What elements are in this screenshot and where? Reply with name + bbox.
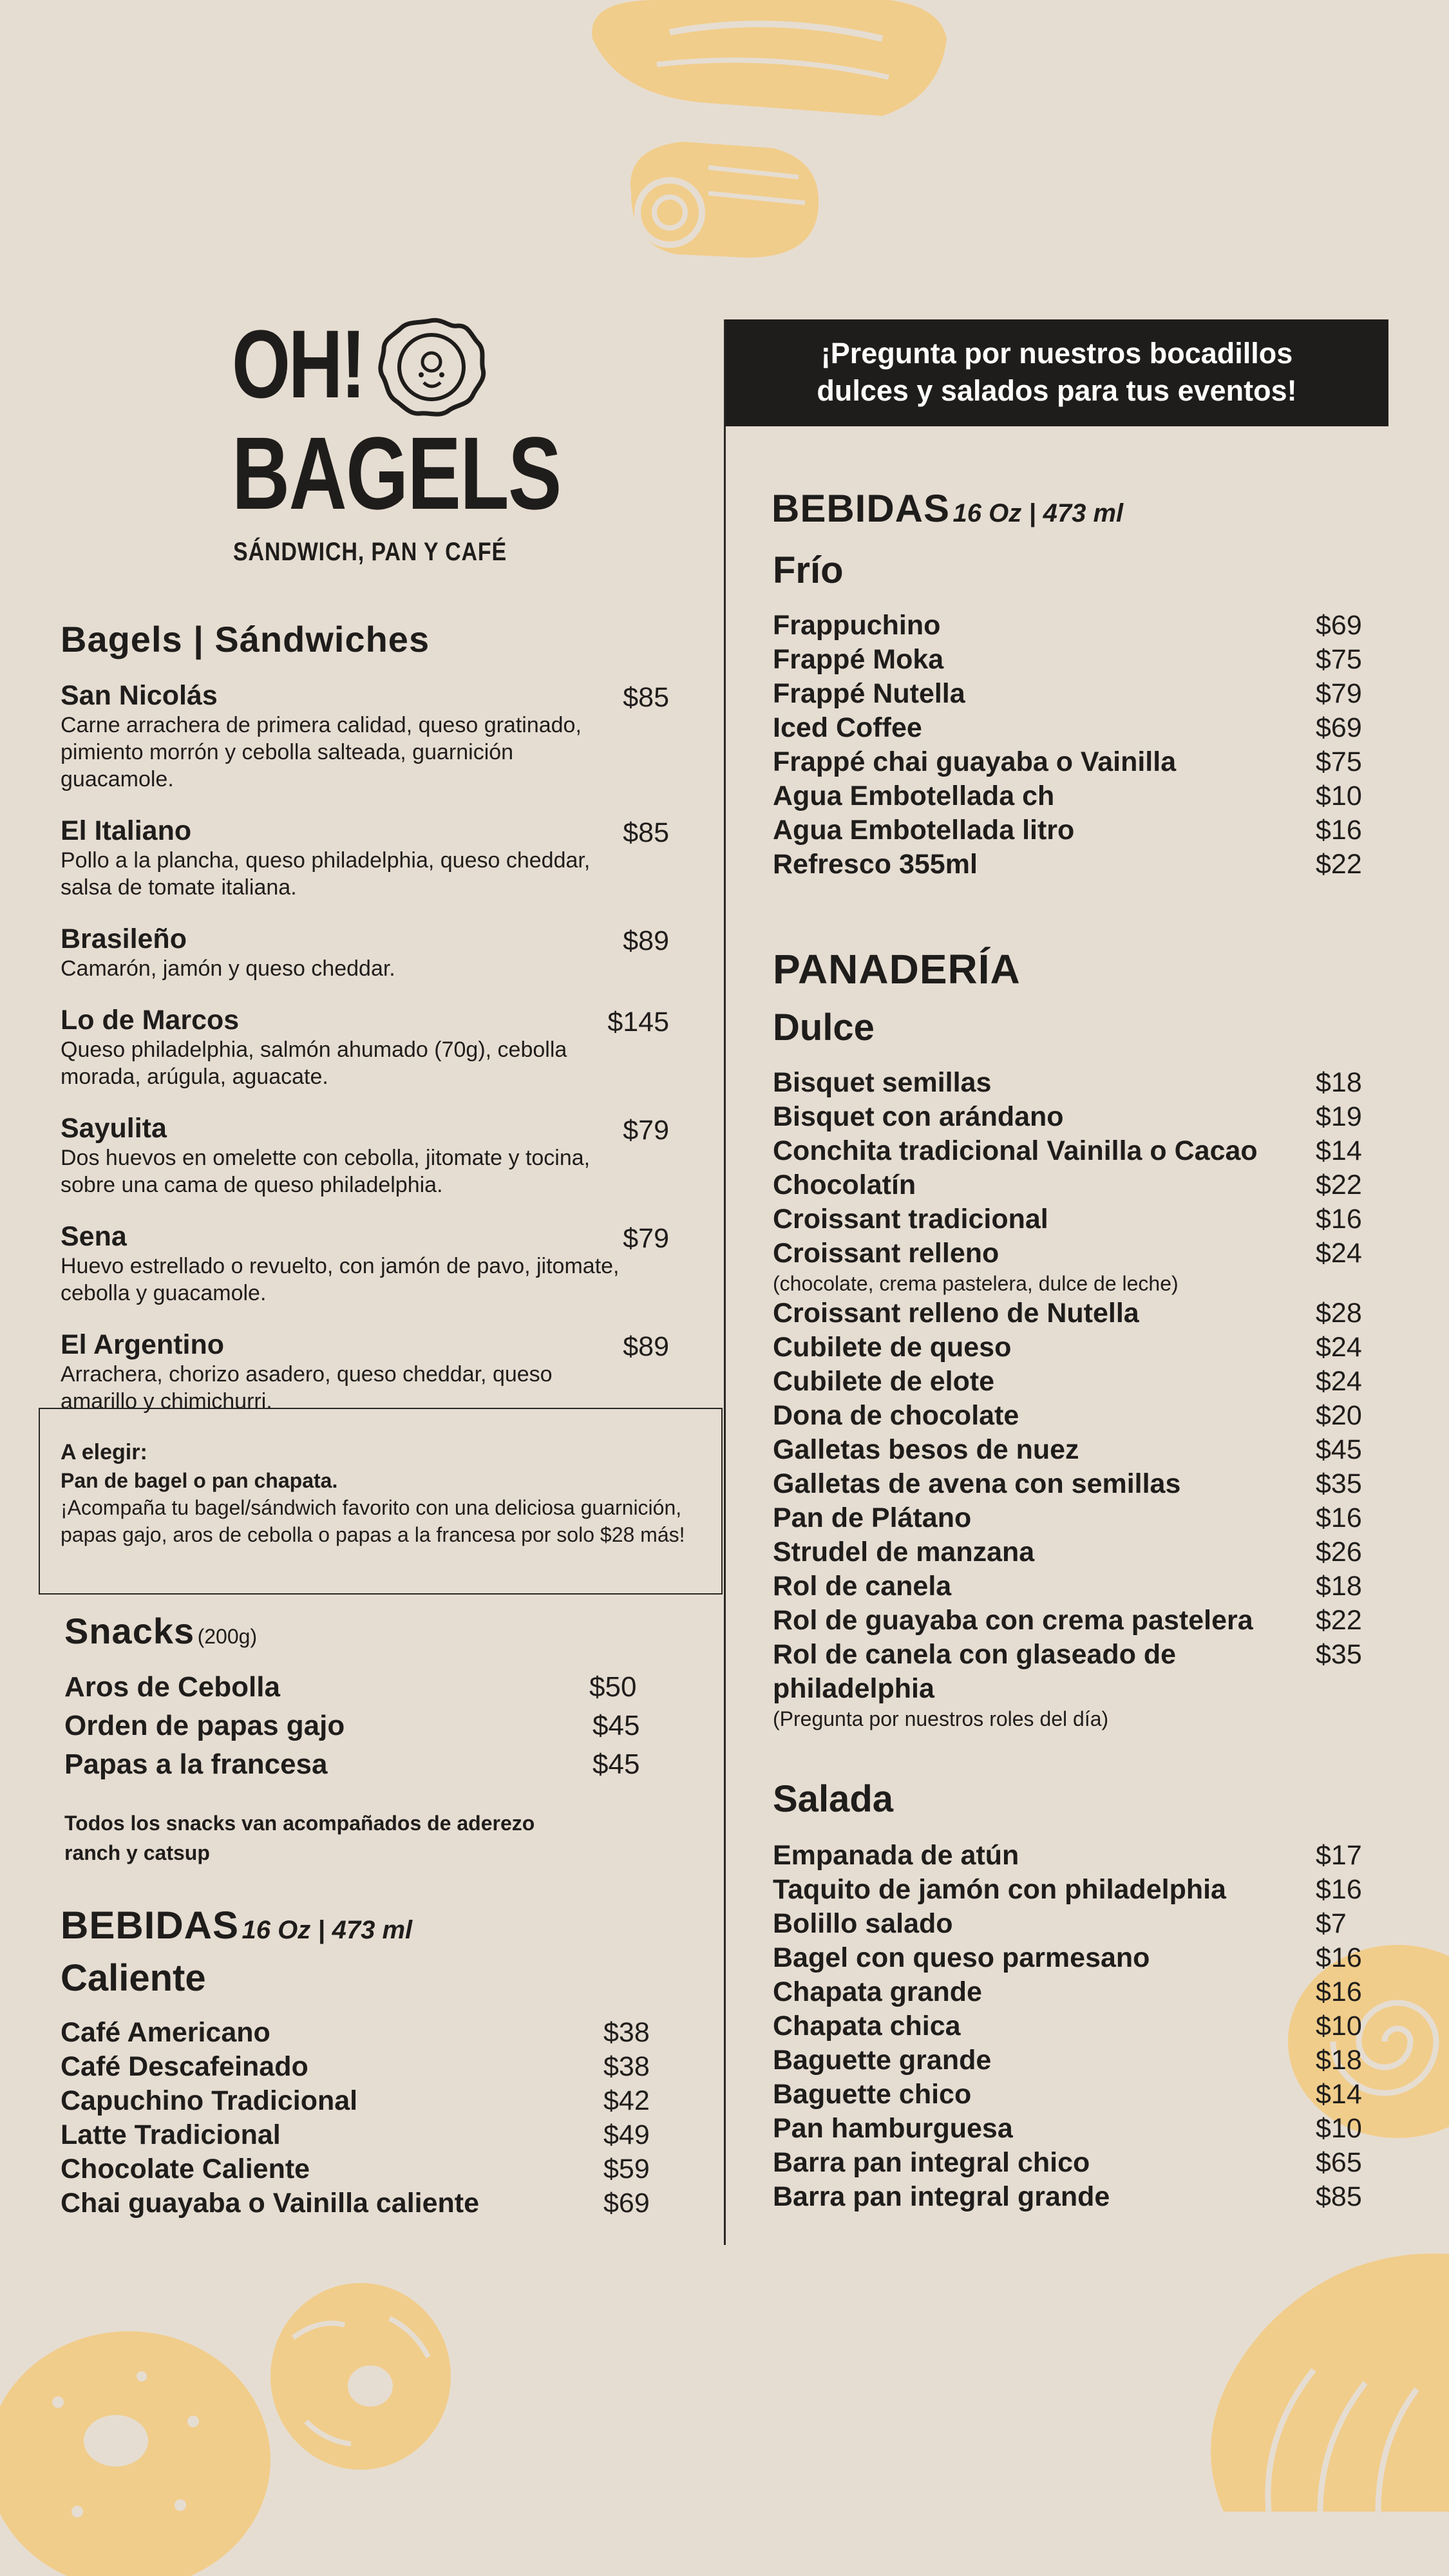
pastry-illustration-top xyxy=(580,0,966,309)
list-item: Dona de chocolate $20 xyxy=(773,1400,1362,1431)
list-item: Cubilete de queso $24 xyxy=(773,1332,1362,1363)
snacks-title: Snacks (200g) xyxy=(64,1611,258,1651)
list-item: Galletas de avena con semillas $35 xyxy=(773,1468,1362,1499)
side-options-title: A elegir: xyxy=(61,1440,147,1464)
bakery-title: PANADERÍA xyxy=(773,946,1021,992)
list-item: El Argentino Arrachera, chorizo asadero, queso cheddar, queso amarillo y chimichurri. $89 xyxy=(61,1329,669,1414)
list-item: Papas a la francesa $45 xyxy=(64,1748,640,1780)
list-item: Empanada de atún $17 xyxy=(773,1840,1362,1871)
list-item: Brasileño Camarón, jamón y queso cheddar. $89 xyxy=(61,923,669,981)
list-item: Rol de guayaba con crema pastelera $22 xyxy=(773,1605,1362,1636)
list-item: Café Americano $38 xyxy=(61,2017,650,2048)
bakery-sweet-list xyxy=(773,1066,1372,1732)
list-item: Rol de canela $18 xyxy=(773,1571,1362,1602)
list-item: Refresco 355ml $22 xyxy=(773,849,1362,880)
list-item: Orden de papas gajo $45 xyxy=(64,1710,640,1741)
list-item: El Italiano Pollo a la plancha, queso philadelphia, queso cheddar, salsa de tomate italiana. $85 xyxy=(61,815,669,900)
cold-drinks-list xyxy=(773,609,1372,882)
side-options-subtitle: Pan de bagel o pan chapata. xyxy=(61,1469,338,1492)
cold-drinks-subtitle: Frío xyxy=(773,549,844,591)
side-options-box xyxy=(39,1408,723,1595)
bagel-face-icon xyxy=(372,316,488,419)
list-item: Latte Tradicional $49 xyxy=(61,2119,650,2150)
list-item: Agua Embotellada ch $10 xyxy=(773,781,1362,811)
list-item: Taquito de jamón con philadelphia $16 xyxy=(773,1874,1362,1905)
list-item: Pan de Plátano $16 xyxy=(773,1502,1362,1533)
list-item: Bisquet semillas $18 xyxy=(773,1067,1362,1098)
list-item: Barra pan integral chico $65 xyxy=(773,2147,1362,2178)
sandwiches-title: Bagels | Sándwiches xyxy=(61,619,430,659)
list-item: Frappé Nutella $79 xyxy=(773,678,1362,709)
list-item: Sayulita Dos huevos en omelette con cebolla, jitomate y tocina, sobre una cama de queso philadelphia. $79 xyxy=(61,1113,669,1197)
list-item: Bagel con queso parmesano $16 xyxy=(773,1942,1362,1973)
list-item: Croissant relleno de Nutella $28 xyxy=(773,1298,1362,1329)
bakery-savory-list xyxy=(773,1839,1372,2214)
list-item: Pan hamburguesa $10 xyxy=(773,2113,1362,2144)
snacks-list xyxy=(64,1668,644,1784)
brand-logo xyxy=(232,310,561,573)
list-item: Rol de canela con glaseado de philadelphia $35 (Pregunta por nuestros roles del día) xyxy=(773,1639,1362,1730)
list-item: Chapata grande $16 xyxy=(773,1976,1362,2007)
list-item: Aros de Cebolla $50 xyxy=(64,1671,637,1703)
snacks-note: Todos los snacks van acompañados de aderezo ranch y catsup xyxy=(64,1812,535,1864)
list-item: Cubilete de elote $24 xyxy=(773,1366,1362,1397)
column-divider xyxy=(724,319,726,2245)
list-item: Chapata chica $10 xyxy=(773,2011,1362,2041)
hot-drinks-subtitle: Caliente xyxy=(61,1957,206,1999)
bagel-illustration-bottom-left xyxy=(0,2312,283,2576)
list-item: Frappé chai guayaba o Vainilla $75 xyxy=(773,746,1362,777)
list-item: Café Descafeinado $38 xyxy=(61,2051,650,2082)
logo-tagline: SÁNDWICH, PAN Y CAFÉ xyxy=(233,538,507,566)
list-item: Galletas besos de nuez $45 xyxy=(773,1434,1362,1465)
list-item: Agua Embotellada litro $16 xyxy=(773,815,1362,846)
list-item: Croissant tradicional $16 xyxy=(773,1204,1362,1235)
list-item: Strudel de manzana $26 xyxy=(773,1537,1362,1567)
list-item: San Nicolás Carne arrachera de primera calidad, queso gratinado, pimiento morrón y cebolla salteada, guarnición guacamole. $85 xyxy=(61,680,669,791)
list-item: Bolillo salado $7 xyxy=(773,1908,1347,1939)
bakery-savory-subtitle: Salada xyxy=(773,1778,893,1820)
list-item: Baguette grande $18 xyxy=(773,2045,1362,2076)
list-item: Frappuchino $69 xyxy=(773,610,1362,641)
list-item: Conchita tradicional Vainilla o Cacao $14 xyxy=(773,1135,1362,1166)
bagel-illustration-bottom-center xyxy=(267,2280,454,2473)
logo-line-2: BAGELS xyxy=(232,415,561,531)
events-banner: ¡Pregunta por nuestros bocadillos dulces y salados para tus eventos! xyxy=(725,319,1388,426)
list-item: Bisquet con arándano $19 xyxy=(773,1101,1362,1132)
list-item: Chocolate Caliente $59 xyxy=(61,2154,650,2184)
logo-line-1: OH! xyxy=(232,310,365,418)
hot-drinks-list xyxy=(61,2016,666,2221)
list-item: Sena Huevo estrellado o revuelto, con jamón de pavo, jitomate, cebolla y guacamole. $79 xyxy=(61,1221,669,1305)
sandwich-list xyxy=(61,679,669,1437)
cold-drinks-title: BEBIDAS 16 Oz | 473 ml xyxy=(772,487,1124,530)
hot-drinks-title: BEBIDAS 16 Oz | 473 ml xyxy=(61,1904,413,1947)
list-item: Frappé Moka $75 xyxy=(773,644,1362,675)
bakery-sweet-subtitle: Dulce xyxy=(773,1007,875,1048)
list-item: Barra pan integral grande $85 xyxy=(773,2181,1362,2212)
list-item: Lo de Marcos Queso philadelphia, salmón ahumado (70g), cebolla morada, arúgula, aguacate. $145 xyxy=(61,1005,669,1089)
list-item: Chocolatín $22 xyxy=(773,1170,1362,1200)
list-item: Chai guayaba o Vainilla caliente $69 xyxy=(61,2188,650,2219)
croissant-illustration-bottom-right xyxy=(1185,2228,1449,2512)
list-item: Capuchino Tradicional $42 xyxy=(61,2085,650,2116)
list-item: Croissant relleno $24 (chocolate, crema pastelera, dulce de leche) xyxy=(773,1238,1362,1295)
side-options-text: ¡Acompaña tu bagel/sándwich favorito con una deliciosa guarnición, papas gajo, aros de cebolla o papas a la francesa por solo $28 más! xyxy=(61,1496,685,1546)
list-item: Iced Coffee $69 xyxy=(773,712,1362,743)
list-item: Baguette chico $14 xyxy=(773,2079,1362,2110)
